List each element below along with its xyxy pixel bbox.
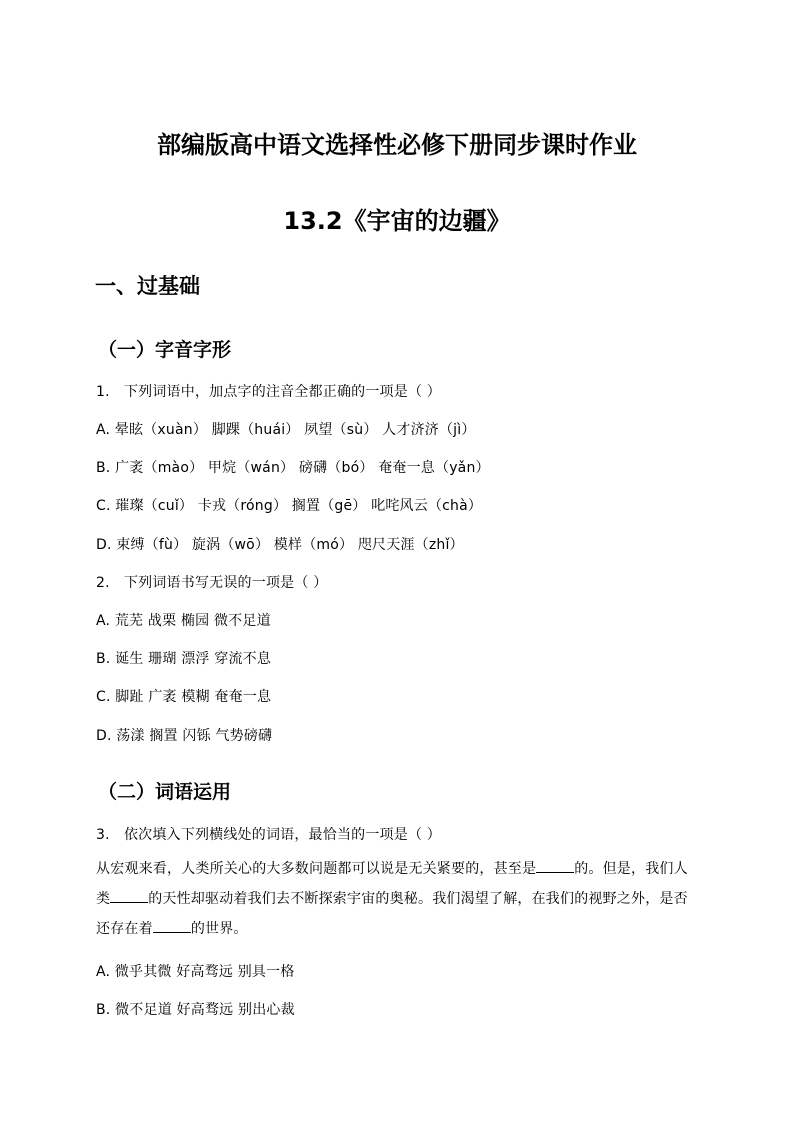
question-3-option-b: B. 微不足道 好高骛远 别出心裁 bbox=[96, 1002, 295, 1018]
passage-text-4: 的世界。 bbox=[190, 921, 248, 937]
question-3-option-a: A. 微乎其微 好高骛远 别具一格 bbox=[96, 964, 295, 980]
document-title: 部编版高中语文选择性必修下册同步课时作业 bbox=[157, 131, 637, 159]
question-1-option-a: A. 晕眩（xuàn） 脚踝（huái） 夙望（sù） 人才济济（jì） bbox=[96, 422, 476, 438]
question-3-stem: 3. 依次填入下列横线处的词语，最恰当的一项是（ ） bbox=[96, 827, 442, 843]
question-1-option-b: B. 广袤（mào） 甲烷（wán） 磅礴（bó） 奄奄一息（yǎn） bbox=[96, 460, 490, 476]
blank-1 bbox=[536, 858, 574, 873]
section-heading-basics: 一、过基础 bbox=[95, 274, 200, 298]
question-2-option-a: A. 荒芜 战栗 椭园 微不足道 bbox=[96, 613, 271, 629]
question-2-option-d: D. 荡漾 搁置 闪铄 气势磅礴 bbox=[96, 728, 273, 744]
blank-3 bbox=[153, 918, 191, 933]
blank-2 bbox=[110, 888, 148, 903]
question-1-stem: 1. 下列词语中，加点字的注音全都正确的一项是（ ） bbox=[96, 384, 442, 400]
question-1-option-d: D. 束缚（fù） 旋涡（wō） 模样（mó） 咫尺天涯（zhǐ） bbox=[96, 537, 464, 553]
question-2-stem: 2. 下列词语书写无误的一项是（ ） bbox=[96, 575, 328, 591]
question-2-option-b: B. 诞生 珊瑚 漂浮 穿流不息 bbox=[96, 651, 272, 667]
passage-text-1: 从宏观来看，人类所关心的大多数问题都可以说是无关紧要的，甚至是 bbox=[96, 861, 537, 877]
document-subtitle: 13.2《宇宙的边疆》 bbox=[283, 207, 511, 235]
passage-text-3: 的天性却驱动着我们去不断探索宇宙的奥秘。我们渴望了解，在我们的视野之外，是否还存在着 bbox=[96, 891, 688, 937]
passage-text-2: 的。但是，我们人类 bbox=[96, 861, 688, 907]
question-2-option-c: C. 脚趾 广袤 模糊 奄奄一息 bbox=[96, 689, 272, 705]
subsection-heading-word-usage: （二）词语运用 bbox=[98, 781, 232, 803]
question-1-option-c: C. 璀璨（cuǐ） 卡戎（róng） 搁置（gē） 叱咤风云（chà） bbox=[96, 498, 483, 514]
subsection-heading-pronunciation: （一）字音字形 bbox=[98, 339, 232, 361]
question-3-passage bbox=[96, 854, 700, 944]
